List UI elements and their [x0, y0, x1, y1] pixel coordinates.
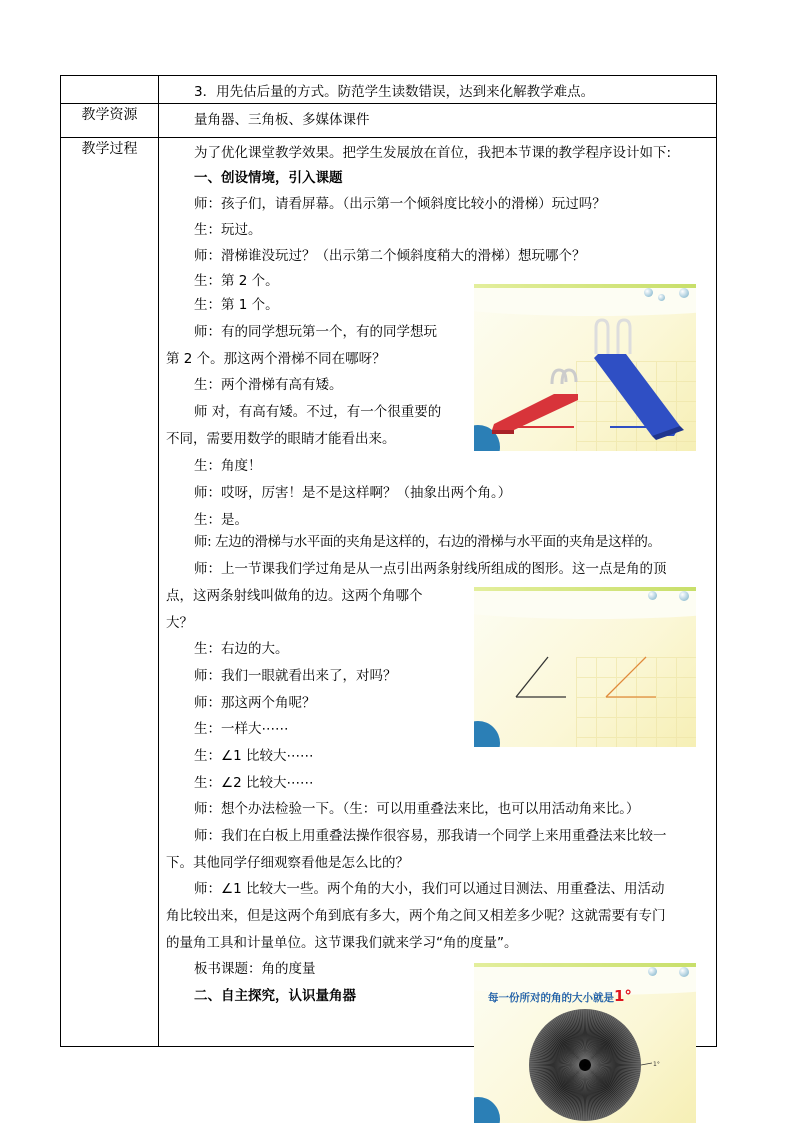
text-line: 生：角度！: [194, 458, 262, 474]
text-line: 生：第 1 个。: [194, 297, 279, 313]
text-line: 不同，需要用数学的眼睛才能看出来。: [166, 431, 396, 447]
caption-degree-value: 1°: [614, 987, 632, 1005]
pointer-line: [641, 1063, 652, 1065]
angle-2-icon: [606, 657, 656, 697]
text-line: 师 对，有高有矮。不过，有一个很重要的: [194, 404, 442, 420]
text-line: 量角器、三角板、多媒体课件: [194, 112, 370, 128]
text-line: 师：我们在白板上用重叠法操作很容易，那我请一个同学上来用重叠法来比较一: [194, 828, 667, 844]
slides-illustration: [474, 284, 696, 451]
text-line: 师：滑梯谁没玩过？（出示第二个倾斜度稍大的滑梯）想玩哪个？: [194, 248, 586, 264]
text-line: 下。其他同学仔细观察看他是怎么比的？: [166, 855, 409, 871]
text-line: 师: 左边的滑梯与水平面的夹角是这样的，右边的滑梯与水平面的夹角是这样的。: [194, 534, 661, 550]
text-line: 生：右边的大。: [194, 641, 289, 657]
slide-degree-image: [474, 963, 696, 1123]
text-line: 为了优化课堂教学效果。把学生发展放在首位，我把本节课的教学程序设计如下:: [194, 145, 672, 161]
text-line: 角比较出来，但是这两个角到底有多大，两个角之间又相差多少呢？这就需要有专门: [166, 908, 666, 924]
text-line: 大？: [166, 615, 193, 631]
text-line: 师：哎呀，厉害！是不是这样啊？（抽象出两个角。）: [194, 485, 512, 501]
text-line: 生：∠1 比较大⋯⋯: [194, 748, 314, 764]
text-line: 的量角工具和计量单位。这节课我们就来学习“角的度量”。: [166, 935, 518, 951]
text-line: 板书课题：角的度量: [194, 961, 316, 977]
section-heading: 二、自主探究，认识量角器: [194, 988, 356, 1004]
row-label: 教学资源: [61, 104, 159, 138]
text-line: 师：孩子们，请看屏幕。（出示第一个倾斜度比较小的滑梯）玩过吗？: [194, 196, 606, 212]
angles-illustration: [474, 587, 696, 747]
row-teaching-resources: [61, 104, 717, 138]
text-line: 师：有的同学想玩第一个，有的同学想玩: [194, 324, 437, 340]
text-line: 生：是。: [194, 512, 248, 528]
text-line: 师：上一节课我们学过角是从一点引出两条射线所组成的图形。这一点是角的顶: [194, 561, 667, 577]
text-line: 生：第 2 个。: [194, 273, 279, 289]
text-line: 3．用先估后量的方式。防范学生读数错误，达到来化解教学难点。: [194, 84, 595, 100]
slide-angles-image: [474, 587, 696, 747]
slide-slides-image: [474, 284, 696, 451]
text-line: 点，这两条射线叫做角的边。这两个角哪个: [166, 588, 423, 604]
angle-1-icon: [516, 657, 566, 697]
red-slide-icon: [492, 370, 578, 434]
text-line: 生：一样大⋯⋯: [194, 721, 289, 737]
text-line: 师：∠1 比较大一些。两个角的大小，我们可以通过目测法、用重叠法、用活动: [194, 881, 665, 897]
text-line: 生：两个滑梯有高有矮。: [194, 377, 343, 393]
text-line: 生：∠2 比较大⋯⋯: [194, 775, 314, 791]
text-line: 师：我们一眼就看出来了，对吗？: [194, 668, 397, 684]
text-line: 师：想个办法检验一下。（生：可以用重叠法来比，也可以用活动角来比。）: [194, 801, 640, 817]
pointer-label: 1°: [653, 1061, 660, 1068]
section-heading: 一、创设情境，引入课题: [194, 170, 343, 186]
text-line: 第 2 个。那这两个滑梯不同在哪呀？: [166, 351, 386, 367]
text-line: 生：玩过。: [194, 222, 262, 238]
text-line: 师：那这两个角呢？: [194, 695, 316, 711]
caption-text: 每一份所对的角的大小就是: [488, 992, 614, 1004]
empty-label-cell: [61, 76, 159, 104]
protractor-circle-illustration: [474, 963, 696, 1123]
row-label: 教学过程: [61, 138, 159, 1047]
blue-slide-icon: [594, 320, 684, 440]
